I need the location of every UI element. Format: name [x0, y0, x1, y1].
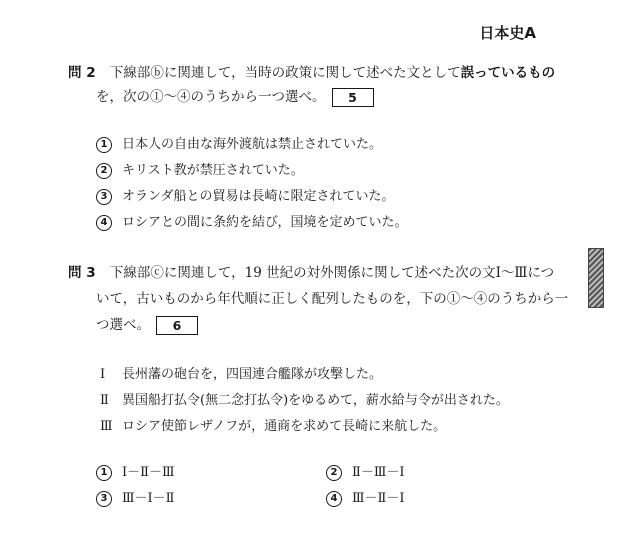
- option-number-icon: 1: [96, 465, 112, 481]
- q2-option-text: キリスト教が禁圧されていた。: [122, 163, 304, 178]
- statement-text: 異国船打払令(無二念打払令)をゆるめて，薪水給与令が出された。: [122, 393, 509, 408]
- option-number-icon: 2: [96, 163, 112, 179]
- option-number-icon: 3: [96, 189, 112, 205]
- q2-option[interactable]: [96, 162, 304, 180]
- q3-statement: [100, 366, 382, 384]
- q2-number: 問 2: [68, 65, 96, 81]
- q3-option[interactable]: [326, 464, 405, 482]
- q3-line3: [96, 316, 198, 335]
- q3-option[interactable]: [96, 464, 175, 482]
- q2-option[interactable]: [96, 136, 382, 154]
- option-number-icon: 3: [96, 491, 112, 507]
- q2-line2: [96, 88, 374, 107]
- statement-text: ロシア使節レザノフが，通商を求めて長崎に来航した。: [122, 419, 447, 434]
- option-number-icon: 2: [326, 465, 342, 481]
- q3-line2: いて，古いものから年代順に正しく配列したものを，下の①～④のうちから一: [96, 291, 569, 307]
- q2-option[interactable]: [96, 188, 394, 206]
- q3-stem: 下線部ⓒに関連して，19 世紀の対外関係に関して述べた次の文Ⅰ～Ⅲにつ: [109, 265, 555, 281]
- q2-option-text: オランダ船との貿易は長崎に限定されていた。: [122, 189, 395, 204]
- q3-option-text: Ⅰ－Ⅱ－Ⅲ: [122, 465, 175, 480]
- statement-numeral: Ⅲ: [100, 419, 113, 434]
- q3-option-text: Ⅱ－Ⅲ－Ⅰ: [352, 465, 405, 480]
- q3-option-text: Ⅲ－Ⅰ－Ⅱ: [122, 491, 175, 506]
- subject-title: 日本史A: [479, 24, 536, 42]
- statement-numeral: Ⅰ: [100, 367, 106, 382]
- statement-text: 長州藩の砲台を，四国連合艦隊が攻撃した。: [122, 367, 383, 382]
- q2-line1: [68, 64, 555, 82]
- q3-stem-end: つ選べ。: [96, 317, 150, 333]
- q2-stem-emphasis: 誤っているもの: [460, 65, 556, 81]
- q3-answer-box[interactable]: 6: [156, 316, 198, 335]
- q2-answer-box[interactable]: 5: [332, 88, 374, 107]
- q3-option[interactable]: [96, 490, 175, 508]
- q3-option[interactable]: [326, 490, 405, 508]
- option-number-icon: 1: [96, 137, 112, 153]
- q3-statement: [100, 418, 446, 436]
- side-index-tab: [588, 248, 604, 308]
- q2-option-text: ロシアとの間に条約を結び，国境を定めていた。: [122, 215, 408, 230]
- q3-number: 問 3: [68, 265, 96, 281]
- option-number-icon: 4: [326, 491, 342, 507]
- q2-option-text: 日本人の自由な海外渡航は禁止されていた。: [122, 137, 383, 152]
- q2-stem-cont: を，次の①～④のうちから一つ選べ。: [96, 89, 326, 105]
- q3-line1: [68, 264, 554, 282]
- q3-statement: [100, 392, 509, 410]
- q2-stem-pre: 下線部ⓑに関連して，当時の政策に関して述べた文として: [109, 65, 461, 81]
- statement-numeral: Ⅱ: [100, 393, 109, 408]
- option-number-icon: 4: [96, 215, 112, 231]
- q2-option[interactable]: [96, 214, 407, 232]
- q3-option-text: Ⅲ－Ⅱ－Ⅰ: [352, 491, 405, 506]
